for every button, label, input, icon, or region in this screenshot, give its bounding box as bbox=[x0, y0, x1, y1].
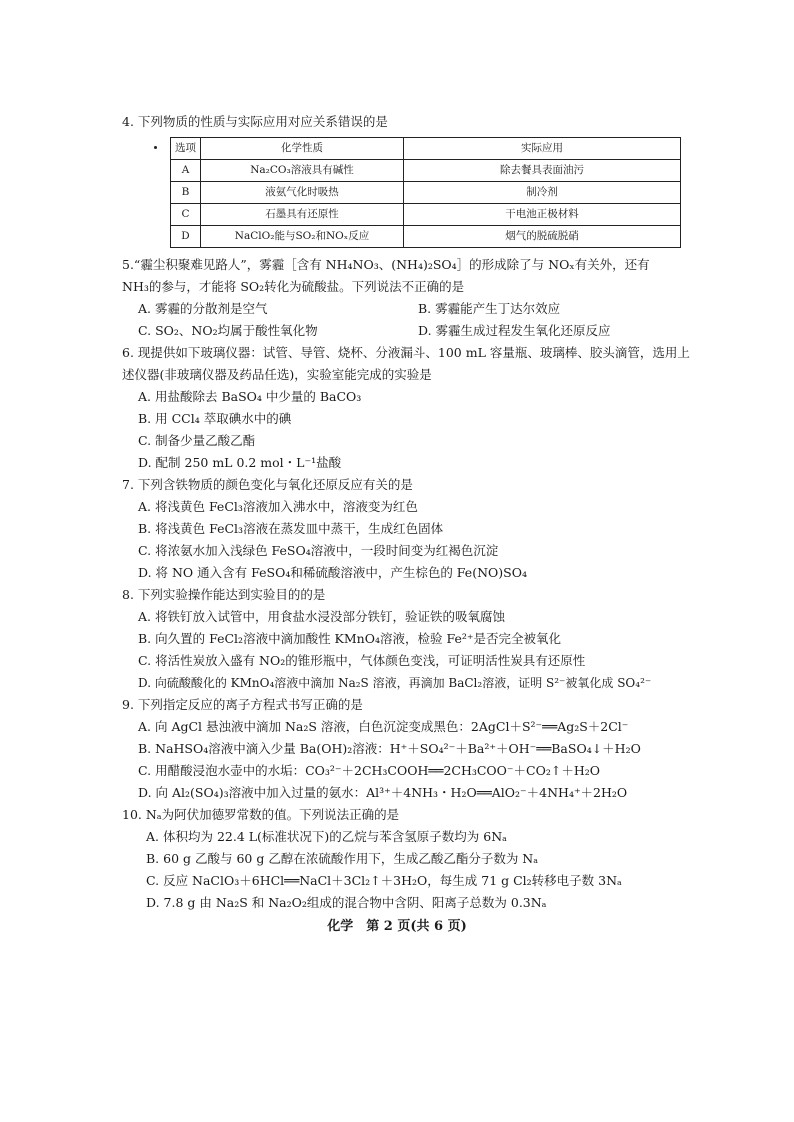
q6-option-c: C. 制备少量乙酸乙酯 bbox=[138, 433, 256, 448]
q5-stem-line2: NH₃的参与，才能将 SO₂转化为硫酸盐。下列说法不正确的是 bbox=[122, 279, 465, 294]
q4-stem: 4. 下列物质的性质与实际应用对应关系错误的是 bbox=[122, 114, 388, 129]
table-cell: D bbox=[171, 226, 201, 248]
q5-option-b: B. 雾霾能产生丁达尔效应 bbox=[418, 301, 561, 316]
q6-option-a: A. 用盐酸除去 BaSO₄ 中少量的 BaCO₃ bbox=[138, 389, 362, 404]
table-cell: NaClO₂能与SO₂和NOₓ反应 bbox=[201, 226, 404, 248]
table-cell: 干电池正极材料 bbox=[404, 204, 681, 226]
page-footer: 化学 第 2 页(共 6 页) bbox=[327, 919, 467, 934]
bullet-dot bbox=[154, 146, 157, 149]
q6-option-b: B. 用 CCl₄ 萃取碘水中的碘 bbox=[138, 411, 292, 426]
q8-stem: 8. 下列实验操作能达到实验目的的是 bbox=[122, 587, 326, 602]
q10-stem: 10. Nₐ为阿伏加德罗常数的值。下列说法正确的是 bbox=[122, 807, 400, 822]
table-cell: 石墨具有还原性 bbox=[201, 204, 404, 226]
table-cell: 液氨气化时吸热 bbox=[201, 182, 404, 204]
q10-option-b: B. 60 g 乙酸与 60 g 乙醇在浓硫酸作用下，生成乙酸乙酯分子数为 Nₐ bbox=[146, 851, 539, 866]
table-row bbox=[171, 226, 681, 248]
q8-option-c: C. 将活性炭放入盛有 NO₂的锥形瓶中，气体颜色变浅，可证明活性炭具有还原性 bbox=[138, 653, 586, 668]
table-row bbox=[171, 160, 681, 182]
q7-option-c: C. 将浓氨水加入浅绿色 FeSO₄溶液中，一段时间变为红褐色沉淀 bbox=[138, 543, 499, 558]
table-row bbox=[171, 204, 681, 226]
q9-option-c: C. 用醋酸浸泡水壶中的水垢：CO₃²⁻＋2CH₃COOH══2CH₃COO⁻＋CO₂↑＋H₂O bbox=[138, 763, 600, 778]
table-cell: C bbox=[171, 204, 201, 226]
q8-option-b: B. 向久置的 FeCl₂溶液中滴加酸性 KMnO₄溶液，检验 Fe²⁺是否完全被氧化 bbox=[138, 631, 561, 646]
table-cell: B bbox=[171, 182, 201, 204]
table-row bbox=[171, 182, 681, 204]
q8-option-d: D. 向硫酸酸化的 KMnO₄溶液中滴加 Na₂S 溶液，再滴加 BaCl₂溶液，证明 S²⁻被氧化成 SO₄²⁻ bbox=[138, 676, 652, 690]
table-header: 实际应用 bbox=[404, 138, 681, 160]
table-cell: Na₂CO₃溶液具有碱性 bbox=[201, 160, 404, 182]
q5-option-d: D. 雾霾生成过程发生氧化还原反应 bbox=[418, 323, 611, 338]
q9-option-b: B. NaHSO₄溶液中滴入少量 Ba(OH)₂溶液：H⁺＋SO₄²⁻＋Ba²⁺＋OH⁻══BaSO₄↓＋H₂O bbox=[138, 741, 641, 756]
table-header: 化学性质 bbox=[201, 138, 404, 160]
table-cell: 制冷剂 bbox=[404, 182, 681, 204]
table-cell: 除去餐具表面油污 bbox=[404, 160, 681, 182]
q7-option-d: D. 将 NO 通入含有 FeSO₄和稀硫酸溶液中，产生棕色的 Fe(NO)SO₄ bbox=[138, 565, 527, 580]
q7-option-b: B. 将浅黄色 FeCl₃溶液在蒸发皿中蒸干，生成红色固体 bbox=[138, 521, 444, 536]
q8-option-a: A. 将铁钉放入试管中，用食盐水浸没部分铁钉，验证铁的吸氧腐蚀 bbox=[138, 609, 505, 624]
q4-table bbox=[170, 137, 681, 248]
table-cell: 烟气的脱硫脱硝 bbox=[404, 226, 681, 248]
q5-option-a: A. 雾霾的分散剂是空气 bbox=[138, 301, 268, 316]
table-header-row bbox=[171, 138, 681, 160]
q9-stem: 9. 下列指定反应的离子方程式书写正确的是 bbox=[122, 697, 363, 712]
q5-option-c: C. SO₂、NO₂均属于酸性氧化物 bbox=[138, 323, 318, 338]
q9-option-a: A. 向 AgCl 悬浊液中滴加 Na₂S 溶液，白色沉淀变成黑色：2AgCl＋S²⁻══Ag₂S＋2Cl⁻ bbox=[138, 719, 629, 734]
q7-stem: 7. 下列含铁物质的颜色变化与氧化还原反应有关的是 bbox=[122, 477, 413, 492]
q6-stem-line2: 述仪器(非玻璃仪器及药品任选)，实验室能完成的实验是 bbox=[122, 367, 432, 382]
q10-option-a: A. 体积均为 22.4 L(标准状况下)的乙烷与苯含氢原子数均为 6Nₐ bbox=[146, 829, 507, 844]
q5-stem-line1: 5.“霾尘积聚难见路人”，雾霾［含有 NH₄NO₃、(NH₄)₂SO₄］的形成除了与 NOₓ有关外，还有 bbox=[122, 257, 650, 272]
q10-option-c: C. 反应 NaClO₃＋6HCl══NaCl＋3Cl₂↑＋3H₂O，每生成 71 g Cl₂转移电子数 3Nₐ bbox=[146, 873, 622, 888]
q7-option-a: A. 将浅黄色 FeCl₃溶液加入沸水中，溶液变为红色 bbox=[138, 499, 418, 514]
table-header: 选项 bbox=[171, 138, 201, 160]
q6-stem-line1: 6. 现提供如下玻璃仪器：试管、导管、烧杯、分液漏斗、100 mL 容量瓶、玻璃棒、胶头滴管，选用上 bbox=[122, 345, 690, 360]
q10-option-d: D. 7.8 g 由 Na₂S 和 Na₂O₂组成的混合物中含阴、阳离子总数为 0.3Nₐ bbox=[146, 895, 547, 910]
table-cell: A bbox=[171, 160, 201, 182]
q6-option-d: D. 配制 250 mL 0.2 mol・L⁻¹盐酸 bbox=[138, 455, 342, 470]
q9-option-d: D. 向 Al₂(SO₄)₃溶液中加入过量的氨水：Al³⁺＋4NH₃・H₂O══AlO₂⁻＋4NH₄⁺＋2H₂O bbox=[138, 785, 628, 800]
